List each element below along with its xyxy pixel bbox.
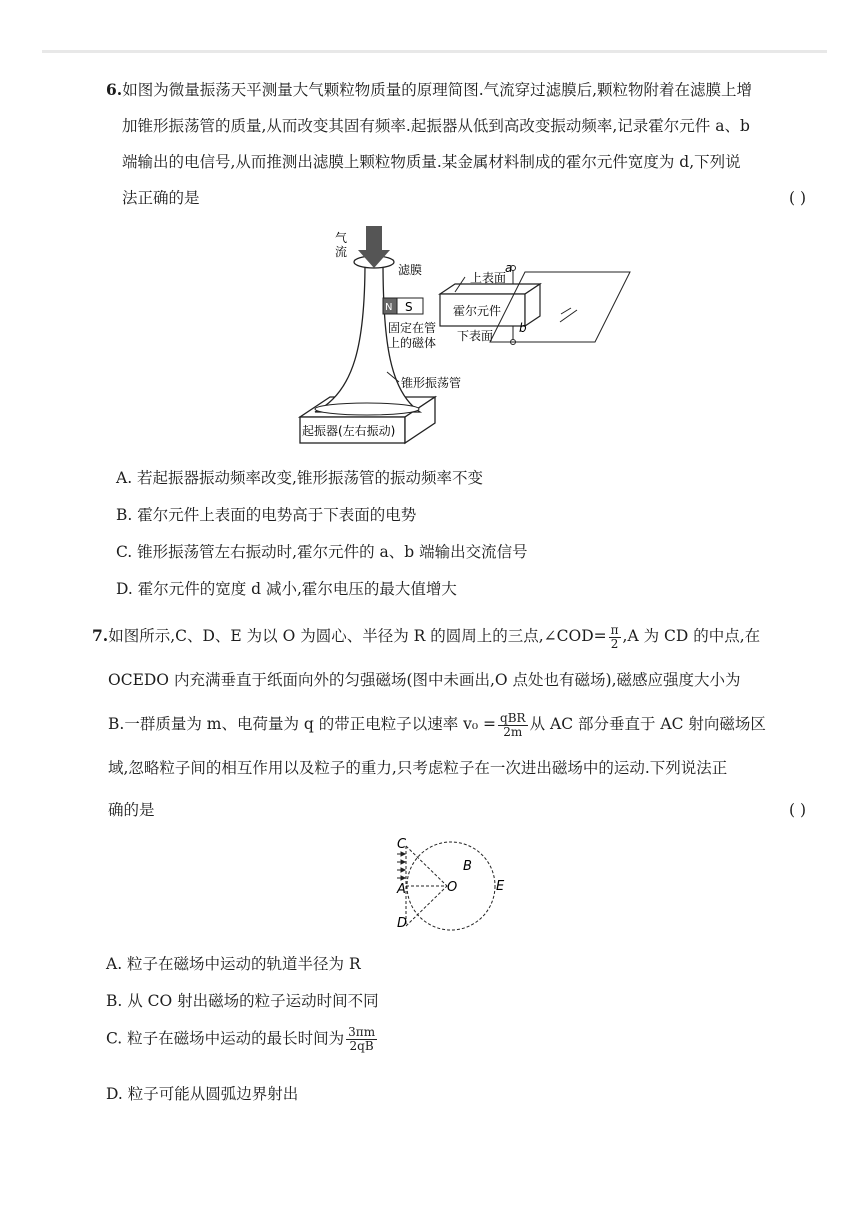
q6-figure (295, 222, 635, 452)
svg-text:B: B (463, 859, 472, 874)
q7-option-c[interactable]: C. 粒子在磁场中运动的最长时间为 $\frac{3\pi m}{2qB}$ (106, 1025, 376, 1053)
filter-label: 滤膜 (398, 263, 423, 277)
svg-text:E: E (496, 879, 505, 894)
particle-arrows (397, 852, 405, 880)
svg-text:D: D (397, 916, 408, 931)
question-7-stem (92, 614, 806, 830)
q6-line-4: 法正确的是 ( ) (106, 180, 806, 216)
q6-number: 6. (106, 80, 123, 99)
q6-answer-paren: ( ) (788, 189, 806, 207)
hall-element (440, 284, 540, 294)
svg-text:流: 流 (335, 245, 348, 259)
q7-line-5: 确的是 ( ) (92, 790, 806, 830)
q7-velocity-fraction: $\frac{\text{qBR}}{2m}$ (500, 710, 526, 739)
q7-time-fraction: $\frac{3\pi m}{2qB}$ (348, 1025, 376, 1053)
q7-option-b[interactable]: B. 从 CO 射出磁场的粒子运动时间不同 (106, 992, 379, 1010)
hall-label: 霍尔元件 (453, 304, 502, 318)
svg-text:A: A (397, 882, 406, 897)
q6-option-d[interactable]: D. 霍尔元件的宽度 d 减小,霍尔电压的最大值增大 (116, 580, 457, 598)
tube-label: 锥形振荡管 (401, 376, 462, 390)
q6-line-1: 6.如图为微量振荡天平测量大气颗粒物质量的原理简图.气流穿过滤膜后,颗粒物附着在滤膜上增 (106, 80, 753, 99)
svg-text:下表面: 下表面 (457, 329, 494, 343)
vibrator-label: 起振器(左右振动) (302, 424, 396, 438)
question-6-stem (106, 72, 806, 216)
q7-line-3: B.一群质量为 m、电荷量为 q 的带正电粒子以速率 v₀ = $\frac{\text{qBR}}{2m}$ 从 AC 部分垂直于 AC 射向磁场区 (108, 710, 766, 739)
q6-option-a[interactable]: A. 若起振器振动频率改变,锥形振荡管的振动频率不变 (116, 469, 483, 487)
q6-line-3: 端输出的电信号,从而推测出滤膜上颗粒物质量.某金属材料制成的霍尔元件宽度为 d,下列说 (122, 153, 741, 171)
q7-line-1: 7.如图所示,C、D、E 为以 O 为圆心、半径为 R 的圆周上的三点,∠COD= $\frac{\pi}{2}$ ,A 为 CD 的中点,在 (92, 622, 761, 651)
svg-text:上表面: 上表面 (470, 271, 507, 285)
q7-number: 7. (92, 626, 109, 645)
q7-option-d[interactable]: D. 粒子可能从圆弧边界射出 (106, 1085, 299, 1103)
q6-option-b[interactable]: B. 霍尔元件上表面的电势高于下表面的电势 (116, 506, 417, 524)
magnet-label: 固定在管 (388, 321, 437, 335)
q7-figure (385, 834, 515, 934)
svg-text:气: 气 (335, 231, 348, 245)
page-top-rule (42, 50, 827, 53)
svg-text:O: O (447, 880, 458, 895)
svg-text:b: b (519, 321, 527, 335)
q6-option-c[interactable]: C. 锥形振荡管左右振动时,霍尔元件的 a、b 端输出交流信号 (116, 543, 528, 561)
q7-angle-fraction: $\frac{\pi}{2}$ (610, 622, 619, 651)
q7-answer-paren: ( ) (788, 801, 806, 819)
q6-line-2: 加锥形振荡管的质量,从而改变其固有频率.起振器从低到高改变振动频率,记录霍尔元件 a、b (122, 117, 750, 135)
airflow-arrow (366, 226, 382, 252)
q7-line-2: OCEDO 内充满垂直于纸面向外的匀强磁场(图中未画出,O 点处也有磁场),磁感应强度大小为 (108, 671, 741, 689)
svg-text:C: C (397, 837, 407, 852)
q7-option-a[interactable]: A. 粒子在磁场中运动的轨道半径为 R (106, 955, 361, 973)
svg-text:a: a (505, 261, 513, 275)
svg-text:S: S (405, 300, 413, 314)
q7-line-4: 域,忽略粒子间的相互作用以及粒子的重力,只考虑粒子在一次进出磁场中的运动.下列说法正 (108, 759, 728, 777)
svg-text:N: N (385, 302, 393, 313)
svg-text:上的磁体: 上的磁体 (388, 336, 437, 350)
